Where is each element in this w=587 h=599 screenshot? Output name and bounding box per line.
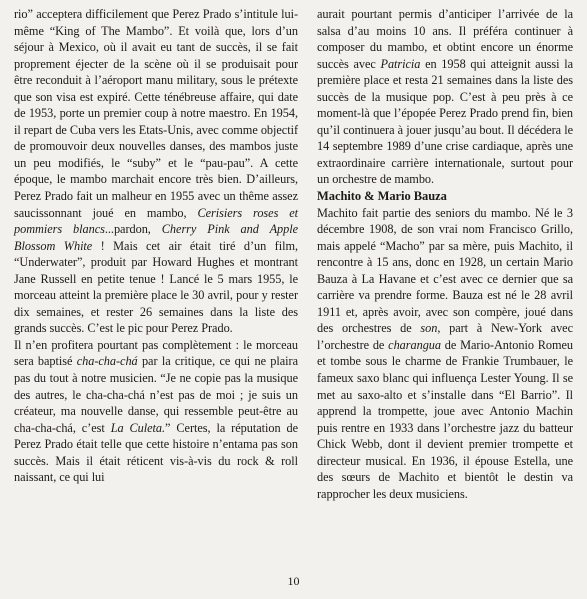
term-cha-cha-cha: cha-cha-chá bbox=[76, 354, 138, 369]
page-number: 10 bbox=[287, 574, 300, 588]
text-run: en 1958 qui atteignit aussi la première place et resta 21 semaines dans la liste des succès de la musique pop. C’est à peu près à ce moment-là que l’épopée Perez Prado prend fin, bien qu’il continuera à jouer jusqu’au bout. Il décédera le 14 septembre 1989 d’une crise cardiaque, après une extraordinaire carrière internationale, surtout pour un orchestre de mambo. bbox=[317, 56, 573, 187]
term-charangua: charangua bbox=[388, 337, 441, 352]
right-paragraph-1 bbox=[317, 6, 573, 188]
text-run: , part à New-York avec l’orchestre de bbox=[317, 321, 573, 352]
song-title-cherry-pink: Cherry Pink and Apple Blossom White bbox=[14, 222, 299, 253]
text-run: Il n’en profitera pourtant pas complètement : le morceau sera baptisé bbox=[14, 337, 298, 369]
left-paragraph-1 bbox=[14, 6, 298, 337]
text-run: par la critique, ce qui ne plaira pas du tout à notre musicien. “Je ne copie pas la musique des autres, le cha-cha-chá n’est pas de moi ; je suis un créateur, ma nouvelle danse, qui ressemble peut-être au cha-cha-chá, c’est bbox=[14, 354, 298, 435]
text-run: aurait pourtant permis d’anticiper l’arrivée de la salsa d’au moins 10 ans. Il préféra continuer à composer du mambo, et obtint encore un énorme succès avec bbox=[317, 7, 573, 71]
left-paragraph-2 bbox=[14, 337, 298, 486]
section-heading: Machito & Mario Bauza bbox=[317, 189, 447, 204]
left-column bbox=[14, 6, 298, 486]
term-son: son bbox=[420, 321, 438, 336]
right-column bbox=[317, 6, 573, 502]
text-run: ! Mais cet air était tiré d’un film, “Underwater”, produit par Howard Hughes et montrant Jane Russell en petite tenue ! Lancé le 5 mars 1955, le morceau atteint la première place le 30 avril, pour y rester dix semaines, et rester 26 semaines dans la liste des grands succès. C’est le pic pour Perez Prado. bbox=[14, 238, 298, 336]
text-run: ” Certes, la réputation de Perez Prado était telle que cette histoire n’entama pas son succès. Mais il était réticent vis-à-vis du rock & roll naissant, ce qui lui bbox=[14, 420, 298, 485]
song-title-cerisiers: Cerisiers roses et pommiers blancs bbox=[14, 205, 298, 237]
song-title-patricia: Patricia bbox=[380, 56, 421, 71]
text-run: rio” acceptera difficilement que Perez Prado s’intitule lui-même “King of The Mambo”. Et voilà que, lors d’un séjour à Mexico, où il avait eu tant de succès, il se fait proprement éjecter de la scène où il se produisait pour être reconduit à l’aéroport manu military, sous le prétexte que son visa est expiré. Cette ténébreuse affaire, qui date de 1953, porte un premier coup à notre maestro. En 1954, il repart de Cuba vers les Etats-Unis, avec comme objectif de promouvoir deux nouvelles danses, des mambos juste un peu modifiés, le “suby” et le “pau-pau”. A cette époque, le mambo marchait encore très bien. D’ailleurs, Perez Prado fait un malheur en 1955 avec un thême assez saucissonnant joué en mambo, bbox=[14, 7, 298, 220]
text-run: Machito fait partie des seniors du mambo. Né le 3 décembre 1908, de son vrai nom Francisco Grillo, mais appelé “Macho” par sa mère, puis Machito, il rencontre à 15 ans, donc en 1928, un certain Mario Bauza à La Havane et c’est avec ce dernier que sa carrière va prendre forme. Bauza est né le 28 avril 1911 et, après avoir, avec son compère, joué dans des orchestres de bbox=[317, 205, 573, 336]
right-paragraph-2 bbox=[317, 205, 573, 503]
text-run: ...pardon, bbox=[104, 222, 162, 237]
text-run: de Mario-Antonio Romeu et tombe sous le charme de Frankie Trumbauer, le fameux saxo blanc qui influença Lester Young. Il se met au saxo-alto et s’installe dans “El Barrio”. Il apprend la trompette, joue avec Antonio Machin puis rentre en 1933 dans l’orchestre jazz du batteur Chick Webb, dont il devient premier trompette et directeur musical. En 1936, il épouse Estella, une des sœurs de Machito et bientôt le destin va rapprocher les deux musiciens. bbox=[317, 337, 573, 501]
dance-name-la-culeta: La Culeta. bbox=[110, 420, 166, 435]
